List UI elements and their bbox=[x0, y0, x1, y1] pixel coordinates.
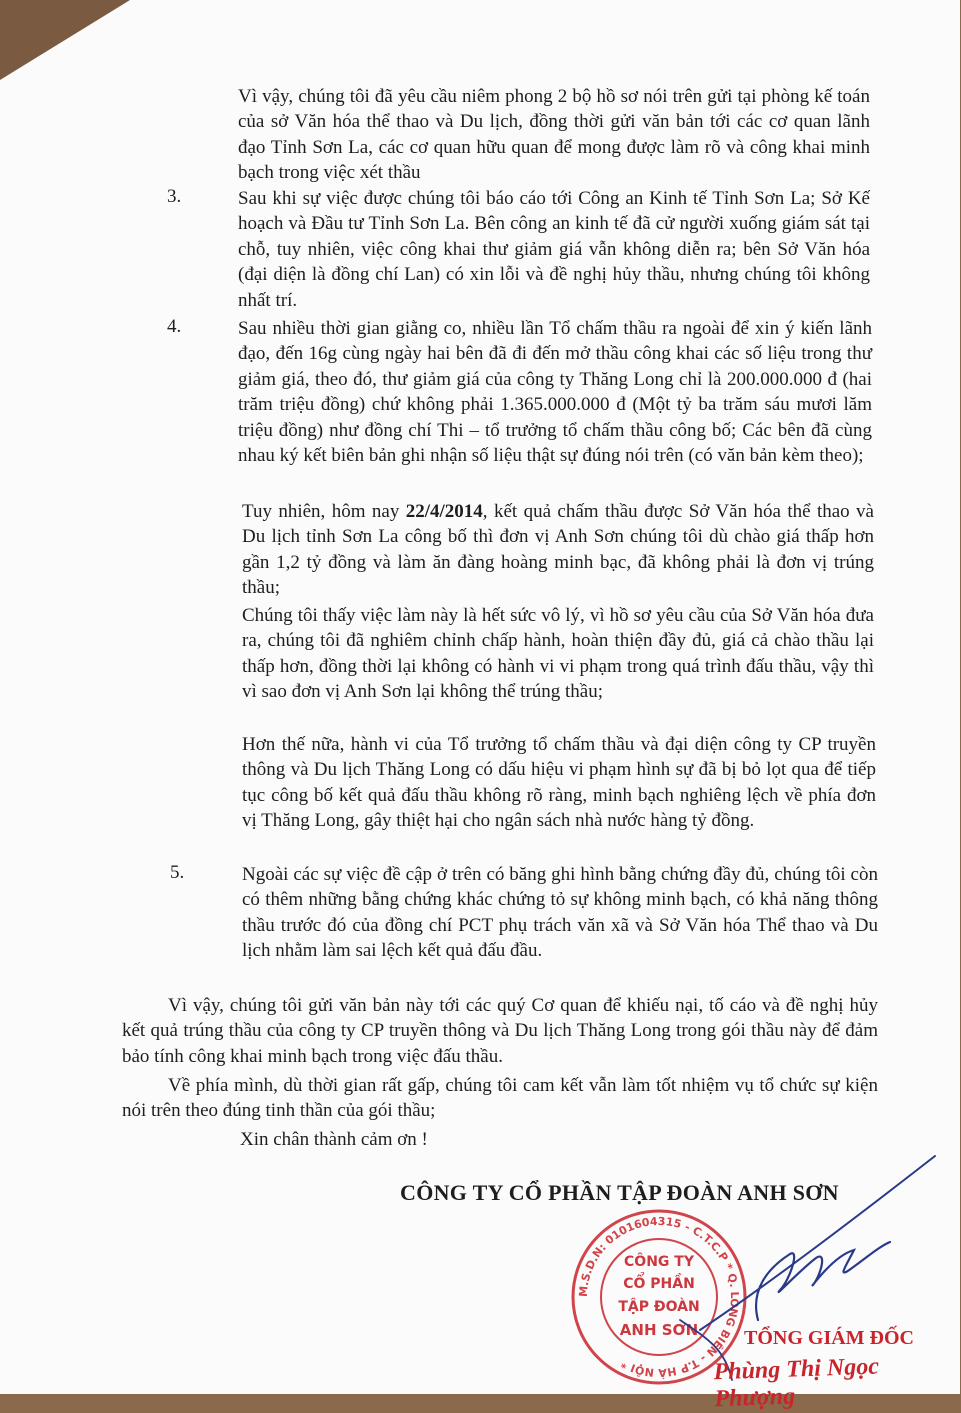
seal-line-3: TẬP ĐOÀN bbox=[618, 1299, 700, 1315]
item-number-4: 4. bbox=[167, 316, 182, 337]
paragraph-5: Ngoài các sự việc đề cập ở trên có băng ghi hình bằng chứng đầy đủ, chúng tôi còn có thêm những bằng chứng khác chứng tỏ sự không minh bạch, có khả năng thông thầu trước đó của đồng chí PCT phụ trách văn xã và Sở Văn hóa Thể thao và Du lịch nhằm làm sai lệch kết quả đấu đầu. bbox=[242, 864, 878, 962]
paragraph-commitment: Về phía mình, dù thời gian rất gấp, chúng tôi cam kết vẫn làm tốt nhiệm vụ tổ chức sự kiện nói trên theo đúng tinh thần của gói thầu; bbox=[122, 1075, 878, 1122]
signature-stroke-long bbox=[700, 1156, 935, 1330]
paragraph-4d: Hơn thế nữa, hành vi của Tổ trưởng tổ chấm thầu và đại diện công ty CP truyền thông và Du lịch Thăng Long có dấu hiệu vi phạm hình sự đã bị bỏ lọt qua để tiếp tục công bố kết quả đấu thầu không rõ ràng, minh bạch nghiêng lệch về phía đơn vị Thăng Long, gây thiệt hại cho ngân sách nhà nước hàng tỷ đồng. bbox=[242, 734, 876, 832]
signature-stroke-main bbox=[756, 1242, 890, 1320]
company-name: CÔNG TY CỔ PHẦN TẬP ĐOÀN ANH SƠN bbox=[400, 1180, 839, 1205]
paragraph-intro: Vì vậy, chúng tôi đã yêu cầu niêm phong 2 bộ hồ sơ nói trên gửi tại phòng kế toán của sở Văn hóa thể thao và Du lịch, đồng thời gửi văn bản tới các cơ quan lãnh đạo Tỉnh Sơn La, các cơ quan hữu quan để mong được làm rõ và công khai minh bạch trong việc xét thầu bbox=[238, 86, 870, 184]
item-number-5: 5. bbox=[170, 862, 185, 883]
closing-thanks: Xin chân thành cảm ơn ! bbox=[240, 1129, 428, 1150]
director-title: TỔNG GIÁM ĐỐC bbox=[744, 1327, 914, 1349]
background-corner bbox=[0, 0, 130, 80]
seal-ring-text: M.S.D.N: 0101604315 - C.T.C.P * Q. LONG BIÊN - T.P HÀ NỘI * bbox=[576, 1214, 742, 1380]
paragraph-4b bbox=[242, 499, 874, 601]
seal-line-4: ANH SƠN bbox=[619, 1321, 699, 1339]
seal-line-1: CÔNG TY bbox=[624, 1254, 694, 1270]
paragraph-4c: Chúng tôi thấy việc làm này là hết sức vô lý, vì hồ sơ yêu cầu của Sở Văn hóa đưa ra, chúng tôi đã nghiêm chỉnh chấp hành, hoàn thiện đầy đủ, giá cả chào thầu lại thấp hơn, đồng thời lại không có hành vi vi phạm trong quá trình đấu thầu, vậy thì vì sao đơn vị Anh Sơn lại không thể trúng thầu; bbox=[242, 605, 874, 703]
paragraph-conclusion: Vì vậy, chúng tôi gửi văn bản này tới các quý Cơ quan để khiếu nại, tố cáo và đề nghị hủy kết quả trúng thầu của công ty CP truyền thông và Du lịch Thăng Long trong gói thầu này để đảm bảo tính công khai minh bạch trong việc đấu thầu. bbox=[122, 995, 878, 1067]
paragraph-4b-end: , kết quả chấm thầu được Sở Văn hóa thể thao và Du lịch tỉnh Sơn La công bố thì đơn vị Anh Sơn chúng tôi dù chào giá thấp hơn gần 1,2 tỷ đồng và làm ăn đàng hoàng minh bạc, đã không phải là đơn vị trúng thầu; bbox=[242, 501, 874, 599]
item-number-3: 3. bbox=[167, 186, 182, 207]
bid-result-date: 22/4/2014 bbox=[405, 501, 483, 522]
paragraph-3: Sau khi sự việc được chúng tôi báo cáo tới Công an Kinh tế Tỉnh Sơn La; Sở Kế hoạch và Đầu tư Tỉnh Sơn La. Bên công an kinh tế đã cử người xuống giám sát tại chỗ, tuy nhiên, việc công khai thư giảm giá vẫn không diễn ra; bên Sở Văn hóa (đại diện là đồng chí Lan) có xin lỗi và đề nghị hủy thầu, nhưng chúng tôi không nhất trí. bbox=[238, 188, 870, 311]
paragraph-4b-start: Tuy nhiên, hôm nay bbox=[242, 501, 406, 522]
director-name: Phùng Thị Ngọc Phượng bbox=[713, 1353, 880, 1413]
paragraph-4: Sau nhiều thời gian giằng co, nhiều lần Tổ chấm thầu ra ngoài để xin ý kiến lãnh đạo, đến 16g cùng ngày hai bên đã đi đến mở thầu công khai các số liệu trong thư giảm giá, theo đó, thư giảm giá của công ty Thăng Long chỉ là 200.000.000 đ (hai trăm triệu đồng) chứ không phải 1.365.000.000 đ (Một tỷ ba trăm sáu mươi lăm triệu đồng) như đồng chí Thi – tổ trưởng tổ chấm thầu công bố; Các bên đã cùng nhau ký kết biên bản ghi nhận số liệu thật sự đúng nói trên (có văn bản kèm theo); bbox=[238, 318, 872, 467]
seal-line-2: CỔ PHẦN bbox=[623, 1276, 695, 1292]
